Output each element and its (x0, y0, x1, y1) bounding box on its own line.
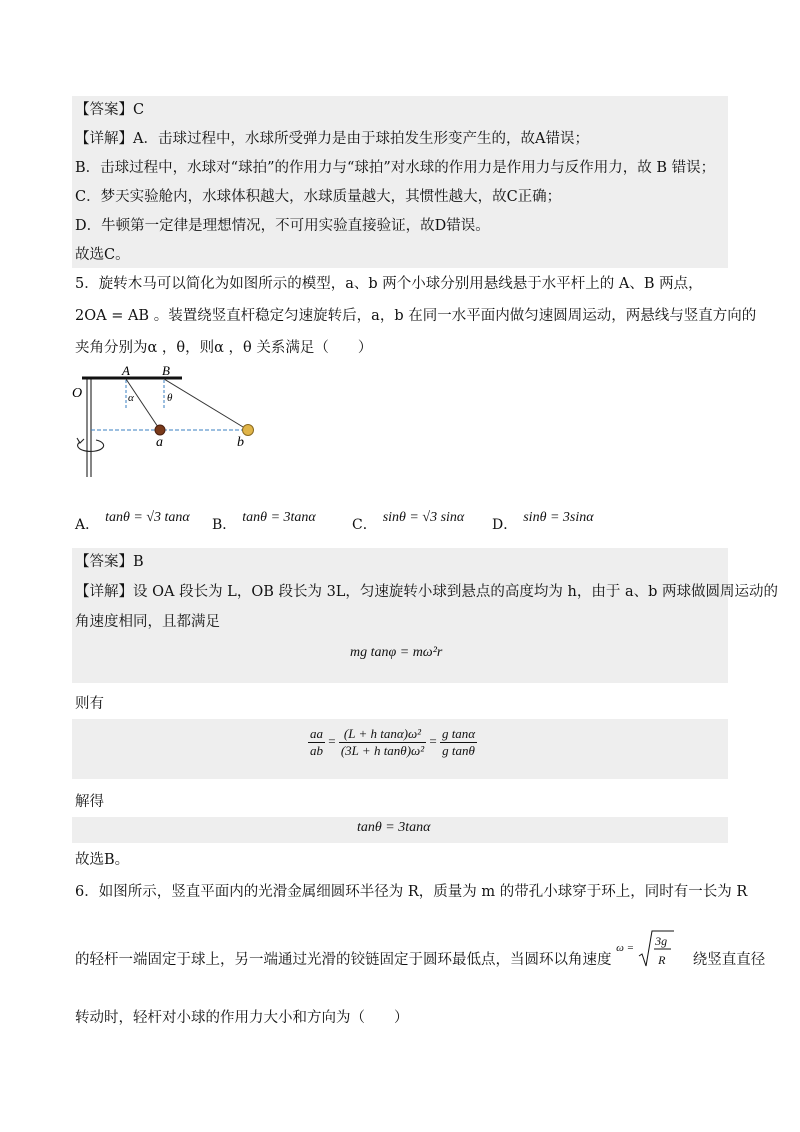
q4-detail-a: 【详解】A．击球过程中，水球所受弹力是由于球拍发生形变产生的，故A错误； (75, 131, 589, 147)
q5-option-b[interactable] (212, 510, 316, 534)
q5-solve-label: 解得 (75, 794, 104, 810)
q4-detail-b: B．击球过程中，水球对“球拍”的作用力与“球拍”对水球的作用力是作用力与反作用力，故 B 错误； (75, 160, 716, 176)
option-b-letter: B． (212, 517, 237, 533)
q4-detail-d: D．牛顿第一定律是理想情况，不可用实验直接验证，故D错误。 (75, 218, 490, 234)
option-d-letter: D． (492, 517, 518, 533)
q6-stem-line2 (75, 934, 766, 970)
label-b: b (237, 435, 244, 450)
q5-option-a[interactable] (75, 510, 190, 534)
eq2-mid-num: (L + h tanα)ω² (339, 726, 426, 743)
q5-detail-line1: 【详解】设 OA 段长为 L，OB 段长为 3L，匀速旋转小球到悬点的高度均为 h，由于 a、b 两球做圆周运动的 (75, 584, 779, 600)
q5-answer-label: 【答案】B (75, 554, 144, 570)
q5-stem-line2: 2OA = AB 。装置绕竖直杆稳定匀速旋转后，a，b 在同一水平面内做匀速圆周运动，两悬线与竖直方向的 (75, 308, 757, 324)
q5-equation-2: $\frac{aa}{ab}$ = $\frac{\text{(L + h tanα)ω²}}{\text{(3L + h tanθ)ω²}}$ = $\frac{\text{g tanα}}{\text{g tanθ}}$ (310, 726, 476, 758)
ball-a (155, 425, 165, 435)
q5-select: 故选B。 (75, 852, 130, 868)
eq2-rhs-num: g tanα (441, 726, 476, 741)
label-a: a (156, 435, 163, 450)
q5-equation-1: mg tanφ = mω²r (350, 645, 443, 660)
eq2-lhs-num: aa (310, 726, 323, 741)
q5-stem-line3: 夹角分别为α ，θ，则α ，θ 关系满足（ ） (75, 340, 373, 356)
answer-block-q4 (72, 96, 728, 268)
option-a-letter: A． (75, 517, 100, 533)
q5-stem-line1: 5．旋转木马可以简化为如图所示的模型，a、b 两个小球分别用悬线悬于水平杆上的 A、B 两点， (75, 276, 703, 292)
label-theta: θ (167, 392, 173, 404)
option-c-formula: sinθ = √3 sinα (382, 510, 465, 525)
q4-answer-label: 【答案】C (75, 102, 145, 118)
label-A: A (122, 363, 130, 378)
omega-den: R (658, 953, 666, 967)
eq2-mid-den: (3L + h tanθ)ω² (340, 743, 425, 758)
q4-select: 故选C。 (75, 247, 130, 263)
q5-detail-line2: 角速度相同，且都满足 (75, 614, 220, 630)
q5-carousel-diagram (72, 362, 272, 482)
label-O: O (72, 386, 83, 401)
eq2-lhs-den: ab (310, 743, 323, 758)
q5-equation-3: tanθ = 3tanα (357, 820, 431, 835)
option-b-formula: tanθ = 3tanα (242, 510, 316, 525)
q6-stem-line1: 6．如图所示，竖直平面内的光滑金属细圆环半径为 R，质量为 m 的带孔小球穿于环上，同时有一长为 R (75, 884, 748, 900)
omega-lhs: ω = (616, 942, 635, 954)
option-a-formula: tanθ = √3 tanα (105, 510, 190, 525)
ball-b (243, 425, 254, 436)
option-c-letter: C． (352, 517, 377, 533)
string-b (164, 379, 248, 430)
q5-option-c[interactable] (352, 510, 465, 534)
q4-detail-c: C．梦天实验舱内，水球体积越大，水球质量越大，其惯性越大，故C正确； (75, 189, 562, 205)
q6-stem-line2-a: 的轻杆一端固定于球上，另一端通过光滑的铰链固定于圆环最低点，当圆环以角速度 (75, 952, 612, 968)
string-a (126, 379, 160, 430)
option-d-formula: sinθ = 3sinα (523, 510, 594, 525)
q5-then-label: 则有 (75, 696, 104, 712)
eq2-rhs-den: g tanθ (442, 743, 475, 758)
q6-stem-line3: 转动时，轻杆对小球的作用力大小和方向为（ ） (75, 1010, 409, 1026)
omega-expression (616, 934, 688, 970)
q6-stem-line2-b: 绕竖直直径 (692, 952, 766, 968)
label-B: B (162, 363, 170, 378)
omega-num: 3g (655, 934, 668, 948)
q5-option-d[interactable] (492, 510, 594, 534)
label-alpha: α (128, 392, 134, 404)
